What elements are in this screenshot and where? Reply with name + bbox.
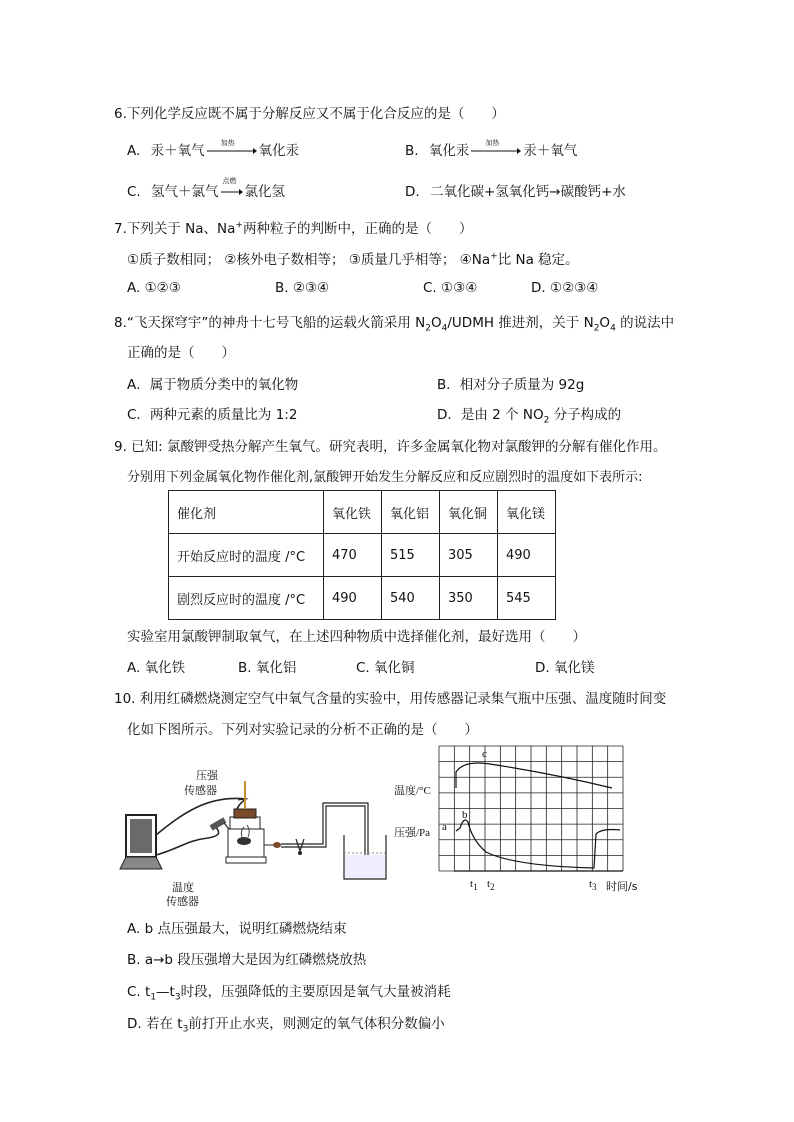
table-header-cell: 氧化镁 [498,491,556,534]
table-header-cell: 氧化铁 [324,491,382,534]
table-header-cell: 催化剂 [169,491,324,534]
q6-b-left: 氧化汞 [428,143,470,159]
q8-option-d-a: D．是由 2 个 NO [437,407,544,423]
table-cell: 515 [382,534,440,577]
q8-stem-line2: 正确的是（ ） [127,345,235,361]
q6-b-label: B. [405,143,419,159]
tick-t2-base: t [487,878,491,890]
q7-statements [127,248,579,268]
q6-option-c [127,177,286,200]
q8-stem-a: 8.“飞天探穹宇”的神舟十七号飞船的运载火箭采用 N [114,315,426,331]
q8-stem-sub4: 4 [610,323,616,334]
q8-option-b: B．相对分子质量为 92g [437,377,585,393]
q9-option-b: B. 氧化铝 [238,660,297,676]
pressure-sensor-label-2: 传感器 [184,784,217,797]
q6-a-left: 汞＋氧气 [150,143,205,159]
table-header-cell: 氧化铜 [440,491,498,534]
q9-option-a: A. 氧化铁 [127,660,186,676]
tick-t3-sub: 3 [592,882,597,893]
point-a-label: a [442,821,447,833]
reaction-arrow-icon [471,139,521,158]
q6-a-right: 氧化汞 [258,143,300,159]
q6-c-label: C. [127,184,141,200]
q6-c-condition: 点燃 [222,177,237,185]
q10-option-a: A. b 点压强最大，说明红磷燃烧结束 [127,921,347,937]
q8-stem-sub2: 4 [441,323,448,334]
tick-t3 [589,878,597,892]
table-cell: 剧烈反应时的温度 /°C [169,577,324,620]
graph-time-label: 时间/s [606,880,638,893]
q10-option-c [127,980,451,1003]
table-cell: 545 [498,577,556,620]
q6-a-condition: 加热 [220,139,235,147]
table-cell: 350 [440,577,498,620]
q8-stem-sub1: 2 [425,323,431,334]
q10-option-c-c: 时段，压强降低的主要原因是氧气大量被消耗 [180,984,451,1000]
point-c-label: c [482,748,487,760]
q10-stem-line1: 10. 利用红磷燃烧测定空气中氧气含量的实验中，用传感器记录集气瓶中压强、温度随时间变 [114,691,667,707]
q8-stem-b: O [431,315,442,331]
q8-stem-c: /UDMH 推进剂，关于 N [447,315,594,331]
temp-sensor-label-1: 温度 [172,881,194,894]
q8-option-d-b: 分子构成的 [549,407,622,423]
q10-option-c-b: —t [156,984,175,1000]
q10-option-b: B. a→b 段压强增大是因为红磷燃烧放热 [127,952,367,968]
tick-t2 [487,878,495,892]
q8-option-a: A．属于物质分类中的氧化物 [127,377,299,393]
tick-t3-base: t [589,878,593,890]
q6-stem: 6.下列化学反应既不属于分解反应又不属于化合反应的是（ ） [114,106,505,122]
graph-drawing [394,744,674,896]
reaction-arrow-icon [207,139,257,158]
q10-option-c-sub2: 3 [174,992,181,1003]
q6-a-label: A. [127,143,141,159]
q6-b-condition: 加热 [485,139,500,147]
q9-stem-line1: 9. 已知: 氯酸钾受热分解产生氧气。研究表明，许多金属氧化物对氯酸钾的分解有催化作用。 [114,439,667,455]
table-cell: 305 [440,534,498,577]
q10-option-d-sub: 3 [182,1024,189,1035]
q8-option-d-sub: 2 [543,415,550,426]
q6-c-left: 氢气＋氯气 [151,184,219,200]
q7-stem-sup: + [235,220,243,231]
q10-option-d [127,1012,445,1035]
q6-option-d [405,180,626,200]
tick-t1-sub: 1 [473,882,478,893]
laptop-icon [120,815,162,869]
table-cell: 470 [324,534,382,577]
temperature-curve [456,763,612,788]
q10-stem-line2: 化如下图所示。下列对实验记录的分析不正确的是（ ） [127,722,478,738]
tick-t2-sub: 2 [490,882,495,893]
q9-option-d: D. 氧化镁 [535,660,595,676]
table-cell: 开始反应时的温度 /°C [169,534,324,577]
q6-b-right: 汞＋氧气 [523,143,578,159]
q8-option-d [437,403,621,426]
q10-option-d-b: 前打开止水夹，则测定的氧气体积分数偏小 [188,1016,445,1032]
q7-stem-b: 两种粒子的判断中，正确的是（ ） [242,221,473,237]
table-cell: 490 [498,534,556,577]
q9-question: 实验室用氯酸钾制取氧气，在上述四种物质中选择催化剂，最好选用（ ） [127,629,586,645]
table-row [169,577,556,620]
q7-option-a: A. ①②③ [127,280,181,296]
q7-stem-a: 7.下列关于 Na、Na [114,221,236,237]
q7-stem [114,217,472,237]
q6-option-b [405,139,577,159]
apparatus-drawing [118,765,398,910]
q7-items-sup: + [490,251,498,262]
table-cell: 540 [382,577,440,620]
table-header-row [169,491,556,534]
q6-d-text: 二氧化碳+氢氧化钙→碳酸钙+水 [429,184,626,200]
q7-option-c: C. ①③④ [423,280,478,296]
q8-stem [114,311,674,334]
gas-bottle-icon [226,781,266,863]
q10-option-c-sub1: 1 [150,992,157,1003]
q6-c-right: 氯化氢 [244,184,286,200]
table-cell: 490 [324,577,382,620]
q9-stem-line2: 分别用下列金属氧化物作催化剂,氯酸钾开始发生分解反应和反应剧烈时的温度如下表所示: [127,470,643,485]
q10-option-d-a: D. 若在 t [127,1016,183,1032]
catalyst-table [168,490,556,620]
q8-option-c: C．两种元素的质量比为 1:2 [127,407,298,423]
q10-option-c-a: C. t [127,984,151,1000]
point-b-label: b [462,809,468,821]
q8-stem-sub3: 2 [593,323,600,334]
reaction-arrow-icon [221,177,243,199]
q7-items-b: 比 Na 稳定。 [497,252,579,268]
pressure-sensor-label-1: 压强 [196,769,218,782]
table-row [169,534,556,577]
temp-sensor-label-2: 传感器 [166,895,199,908]
graph-temp-label: 温度/°C [394,785,431,797]
q8-stem-e: 的说法中 [615,315,675,331]
sensor-graph [394,744,674,896]
q6-d-label: D. [405,184,420,200]
q7-option-b: B. ②③④ [275,280,330,296]
graph-pressure-label: 压强/Pa [394,827,431,839]
apparatus-figure [118,765,398,910]
q9-option-c: C. 氧化铜 [356,660,415,676]
q7-option-d: D. ①②③④ [531,280,599,296]
tick-t1-base: t [470,878,474,890]
q7-items-a: ①质子数相同； ②核外电子数相等； ③质量几乎相等； ④Na [127,252,491,268]
pressure-curve [456,820,620,868]
tick-t1 [470,878,478,892]
q6-option-a [127,139,299,159]
q8-stem-d: O [599,315,611,331]
table-header-cell: 氧化铝 [382,491,440,534]
